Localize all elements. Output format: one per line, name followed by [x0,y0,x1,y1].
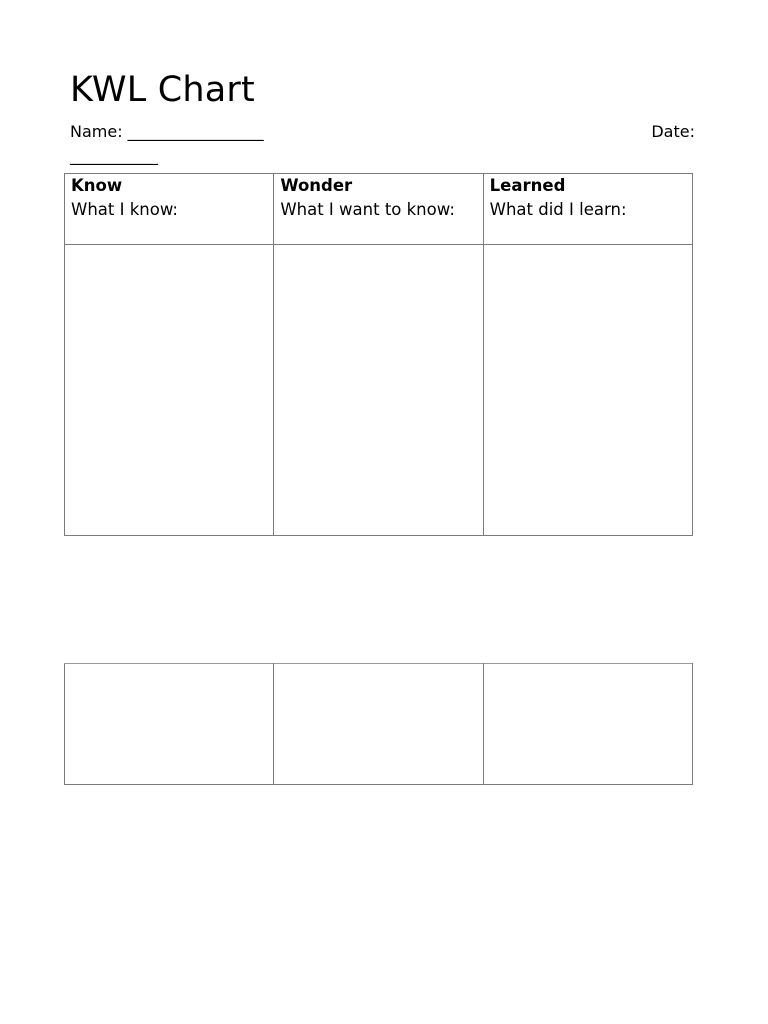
kwl-continuation-table [64,663,693,785]
kwl-body-row [65,245,693,536]
wonder-answer-cell[interactable] [274,245,483,536]
wonder-title: Wonder [280,176,353,195]
date-label: Date: [651,122,695,141]
learned-title: Learned [489,176,566,195]
know-answer-cell[interactable] [65,245,274,536]
know-header-cell [65,174,274,245]
kwl-table [64,173,693,536]
page-title: KWL Chart [70,70,255,110]
learned-header-cell [483,174,692,245]
learned-continuation-cell[interactable] [483,664,692,785]
wonder-continuation-cell[interactable] [274,664,483,785]
know-continuation-cell[interactable] [65,664,274,785]
learned-prompt: What did I learn: [489,200,627,219]
wonder-prompt: What I want to know: [280,200,455,219]
kwl-header-row [65,174,693,245]
wonder-header-cell [274,174,483,245]
know-prompt: What I know: [71,200,178,219]
continuation-row [65,664,693,785]
know-title: Know [71,176,123,195]
learned-answer-cell[interactable] [483,245,692,536]
name-field-line: Name: _________________ [70,122,264,141]
date-field-blank: ___________ [70,146,158,165]
